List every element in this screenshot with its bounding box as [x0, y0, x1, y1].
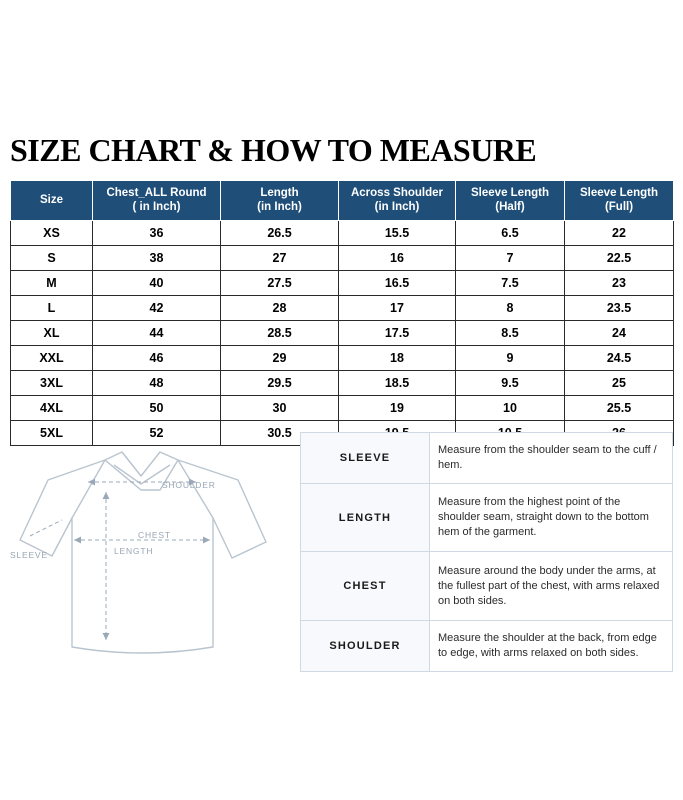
cell-shoulder: 17 [339, 295, 456, 320]
header-line-1: Sleeve Length [580, 187, 658, 199]
table-header-row [11, 181, 674, 221]
how-to-measure-table [300, 432, 673, 672]
cell-sleeve-half: 9.5 [456, 370, 565, 395]
cell-length: 28 [221, 295, 339, 320]
cell-sleeve-half: 8.5 [456, 320, 565, 345]
howto-description-shoulder: Measure the shoulder at the back, from edge to edge, with arms relaxed on both sides. [430, 621, 673, 672]
shirt-diagram [10, 432, 300, 672]
cell-shoulder: 18.5 [339, 370, 456, 395]
cell-chest: 50 [93, 395, 221, 420]
cell-shoulder: 16 [339, 245, 456, 270]
header-line-2: (in Inch) [257, 201, 302, 214]
cell-chest: 40 [93, 270, 221, 295]
howto-label-chest: CHEST [301, 552, 430, 621]
table-row [11, 295, 674, 320]
header-line-1: Chest_ALL Round [106, 187, 207, 199]
table-row [11, 220, 674, 245]
column-header-across-shoulder [339, 181, 456, 221]
cell-chest: 44 [93, 320, 221, 345]
howto-description-length: Measure from the highest point of the shoulder seam, straight down to the bottom hem of the garment. [430, 483, 673, 552]
howto-row [301, 621, 673, 672]
howto-row [301, 483, 673, 552]
cell-sleeve-full: 23.5 [565, 295, 674, 320]
size-table [10, 180, 674, 446]
header-line-2: ( in Inch) [132, 201, 181, 214]
cell-sleeve-half: 9 [456, 345, 565, 370]
cell-shoulder: 18 [339, 345, 456, 370]
cell-sleeve-full: 22.5 [565, 245, 674, 270]
cell-chest: 52 [93, 420, 221, 445]
howto-row [301, 433, 673, 484]
cell-size: XS [11, 220, 93, 245]
header-line-2: (Half) [495, 201, 525, 214]
cell-length: 27.5 [221, 270, 339, 295]
howto-description-sleeve: Measure from the shoulder seam to the cuff / hem. [430, 433, 673, 484]
table-row [11, 320, 674, 345]
cell-size: 4XL [11, 395, 93, 420]
header-line-1: Size [39, 194, 63, 207]
diagram-label-chest: CHEST [138, 530, 171, 540]
header-line-1: Sleeve Length [471, 187, 549, 199]
cell-sleeve-full: 24 [565, 320, 674, 345]
howto-label-shoulder: SHOULDER [301, 621, 430, 672]
header-line-2: (in Inch) [374, 201, 420, 214]
cell-shoulder: 15.5 [339, 220, 456, 245]
diagram-label-length: LENGTH [114, 546, 154, 556]
shirt-diagram-svg [10, 432, 300, 672]
table-row [11, 270, 674, 295]
table-row [11, 245, 674, 270]
cell-sleeve-half: 10 [456, 395, 565, 420]
cell-chest: 48 [93, 370, 221, 395]
table-row [11, 345, 674, 370]
cell-chest: 42 [93, 295, 221, 320]
cell-sleeve-full: 24.5 [565, 345, 674, 370]
cell-size: 3XL [11, 370, 93, 395]
cell-size: 5XL [11, 420, 93, 445]
cell-length: 30.5 [221, 420, 339, 445]
cell-size: XL [11, 320, 93, 345]
cell-chest: 46 [93, 345, 221, 370]
column-header-sleeve-half [456, 181, 565, 221]
howto-label-length: LENGTH [301, 483, 430, 552]
cell-sleeve-full: 25.5 [565, 395, 674, 420]
diagram-label-sleeve: SLEEVE [10, 550, 48, 560]
cell-size: M [11, 270, 93, 295]
cell-size: L [11, 295, 93, 320]
cell-length: 27 [221, 245, 339, 270]
header-line-1: Length [260, 187, 299, 199]
column-header-length [221, 181, 339, 221]
column-header-size [11, 181, 93, 221]
cell-size: S [11, 245, 93, 270]
cell-sleeve-full: 23 [565, 270, 674, 295]
header-line-1: Across Shoulder [350, 187, 444, 199]
cell-shoulder: 16.5 [339, 270, 456, 295]
cell-sleeve-full: 25 [565, 370, 674, 395]
cell-length: 28.5 [221, 320, 339, 345]
cell-length: 29 [221, 345, 339, 370]
cell-sleeve-half: 8 [456, 295, 565, 320]
column-header-chest [93, 181, 221, 221]
page-title: SIZE CHART & HOW TO MEASURE [10, 132, 537, 168]
cell-shoulder: 17.5 [339, 320, 456, 345]
cell-shoulder: 19 [339, 395, 456, 420]
measure-guide-section [10, 432, 673, 672]
header-line-2: (Full) [604, 201, 634, 214]
cell-size: XXL [11, 345, 93, 370]
cell-sleeve-half: 7 [456, 245, 565, 270]
cell-sleeve-full: 22 [565, 220, 674, 245]
cell-length: 26.5 [221, 220, 339, 245]
howto-row [301, 552, 673, 621]
cell-sleeve-half: 6.5 [456, 220, 565, 245]
cell-length: 29.5 [221, 370, 339, 395]
cell-length: 30 [221, 395, 339, 420]
table-row [11, 370, 674, 395]
table-row [11, 395, 674, 420]
howto-description-chest: Measure around the body under the arms, at the fullest part of the chest, with arms relaxed on both sides. [430, 552, 673, 621]
diagram-label-shoulder: SHOULDER [162, 480, 216, 490]
howto-label-sleeve: SLEEVE [301, 433, 430, 484]
cell-chest: 38 [93, 245, 221, 270]
column-header-sleeve-full [565, 181, 674, 221]
cell-sleeve-half: 7.5 [456, 270, 565, 295]
cell-chest: 36 [93, 220, 221, 245]
